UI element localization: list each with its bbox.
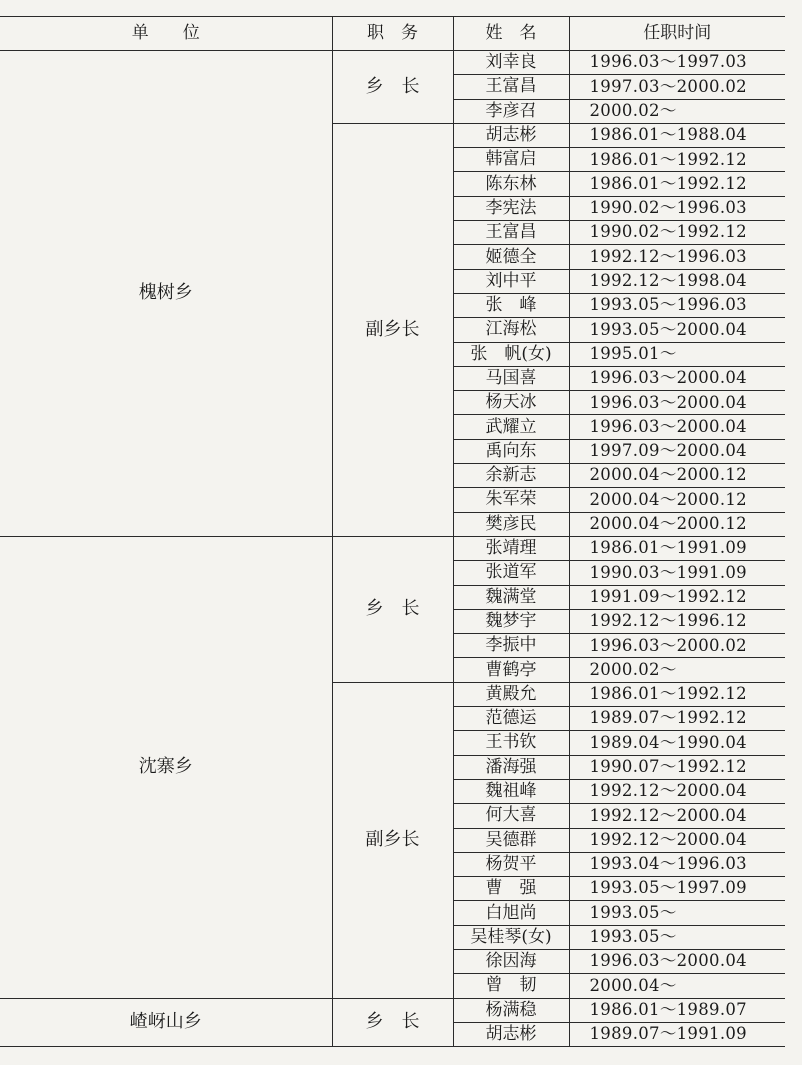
unit-cell: 嵖岈山乡 [0,998,332,1047]
header-term: 任职时间 [569,17,785,51]
term-cell: 1992.12～1996.03 [569,245,785,269]
name-cell: 朱军荣 [453,488,569,512]
term-cell: 1993.05～ [569,925,785,949]
name-cell: 武耀立 [453,415,569,439]
position-cell: 乡 长 [332,998,453,1047]
term-cell: 1997.03～2000.02 [569,75,785,99]
term-cell: 1991.09～1992.12 [569,585,785,609]
name-cell: 魏满堂 [453,585,569,609]
name-cell: 吴桂琴(女) [453,925,569,949]
term-cell: 1986.01～1989.07 [569,998,785,1022]
term-cell: 1993.04～1996.03 [569,852,785,876]
unit-cell: 沈寨乡 [0,536,332,998]
term-cell: 1990.02～1996.03 [569,196,785,220]
term-cell: 2000.04～2000.12 [569,488,785,512]
name-cell: 王书钦 [453,731,569,755]
name-cell: 曹鹤亭 [453,658,569,682]
table-body [0,51,785,1047]
term-cell: 1993.05～2000.04 [569,318,785,342]
term-cell: 2000.04～2000.12 [569,464,785,488]
name-cell: 李彦召 [453,99,569,123]
table-header-row [0,17,785,51]
name-cell: 张靖理 [453,536,569,560]
name-cell: 胡志彬 [453,123,569,147]
term-cell: 1986.01～1992.12 [569,148,785,172]
term-cell: 1993.05～1996.03 [569,293,785,317]
name-cell: 黄殿允 [453,682,569,706]
name-cell: 张道军 [453,561,569,585]
term-cell: 1995.01～ [569,342,785,366]
term-cell: 1993.05～ [569,901,785,925]
table-row [0,51,785,75]
unit-cell: 槐树乡 [0,51,332,537]
term-cell: 1990.02～1992.12 [569,221,785,245]
name-cell: 潘海强 [453,755,569,779]
term-cell: 1992.12～1996.12 [569,609,785,633]
term-cell: 2000.02～ [569,99,785,123]
term-cell: 1992.12～1998.04 [569,269,785,293]
term-cell: 1986.01～1991.09 [569,536,785,560]
term-cell: 1986.01～1988.04 [569,123,785,147]
name-cell: 余新志 [453,464,569,488]
name-cell: 王富昌 [453,221,569,245]
term-cell: 1996.03～2000.04 [569,391,785,415]
term-cell: 1990.07～1992.12 [569,755,785,779]
term-cell: 1990.03～1991.09 [569,561,785,585]
term-cell: 1989.07～1991.09 [569,1022,785,1046]
name-cell: 张 帆(女) [453,342,569,366]
name-cell: 马国喜 [453,366,569,390]
name-cell: 胡志彬 [453,1022,569,1046]
name-cell: 徐因海 [453,949,569,973]
header-name: 姓 名 [453,17,569,51]
name-cell: 范德运 [453,707,569,731]
name-cell: 张 峰 [453,293,569,317]
name-cell: 魏祖峰 [453,779,569,803]
name-cell: 禹向东 [453,439,569,463]
name-cell: 杨天冰 [453,391,569,415]
term-cell: 1996.03～2000.04 [569,366,785,390]
name-cell: 刘中平 [453,269,569,293]
name-cell: 曹 强 [453,877,569,901]
name-cell: 陈东林 [453,172,569,196]
name-cell: 魏梦宇 [453,609,569,633]
name-cell: 李振中 [453,634,569,658]
term-cell: 1992.12～2000.04 [569,828,785,852]
name-cell: 江海松 [453,318,569,342]
table-row [0,536,785,560]
header-unit: 单 位 [0,17,332,51]
term-cell: 1996.03～2000.04 [569,415,785,439]
term-cell: 1996.03～1997.03 [569,51,785,75]
name-cell: 吴德群 [453,828,569,852]
term-cell: 1996.03～2000.02 [569,634,785,658]
name-cell: 姬德全 [453,245,569,269]
term-cell: 1993.05～1997.09 [569,877,785,901]
term-cell: 1986.01～1992.12 [569,172,785,196]
name-cell: 杨满稳 [453,998,569,1022]
term-cell: 1992.12～2000.04 [569,779,785,803]
term-cell: 1989.07～1992.12 [569,707,785,731]
term-cell: 1986.01～1992.12 [569,682,785,706]
term-cell: 1992.12～2000.04 [569,804,785,828]
table-row [0,998,785,1022]
position-cell: 副乡长 [332,682,453,998]
term-cell: 1996.03～2000.04 [569,949,785,973]
term-cell: 2000.04～2000.12 [569,512,785,536]
name-cell: 樊彦民 [453,512,569,536]
name-cell: 李宪法 [453,196,569,220]
name-cell: 王富昌 [453,75,569,99]
name-cell: 曾 韧 [453,974,569,998]
position-cell: 乡 长 [332,536,453,682]
name-cell: 何大喜 [453,804,569,828]
header-position: 职 务 [332,17,453,51]
term-cell: 2000.04～ [569,974,785,998]
term-cell: 2000.02～ [569,658,785,682]
term-cell: 1997.09～2000.04 [569,439,785,463]
name-cell: 白旭尚 [453,901,569,925]
position-cell: 副乡长 [332,123,453,536]
name-cell: 杨贺平 [453,852,569,876]
term-cell: 1989.04～1990.04 [569,731,785,755]
position-cell: 乡 长 [332,51,453,124]
name-cell: 韩富启 [453,148,569,172]
name-cell: 刘幸良 [453,51,569,75]
officials-table [0,16,785,1047]
